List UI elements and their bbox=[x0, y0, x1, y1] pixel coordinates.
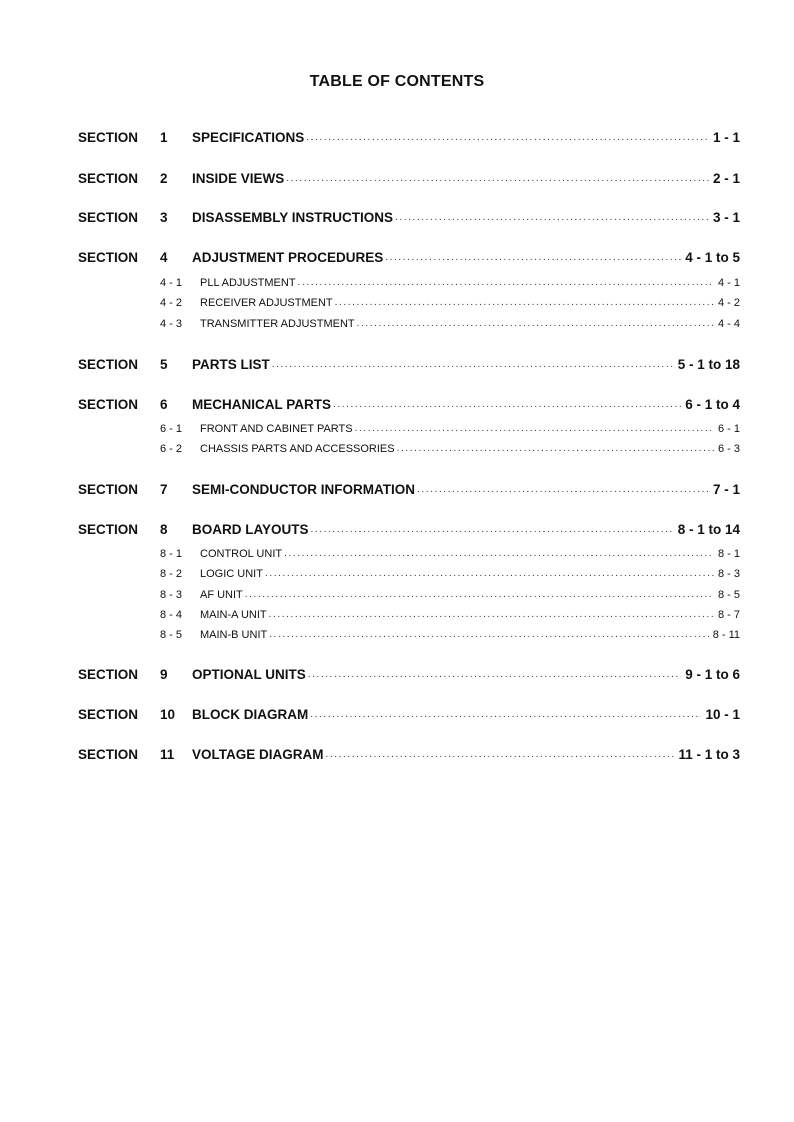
section-number: 3 bbox=[160, 210, 168, 225]
dot-leader bbox=[385, 249, 681, 267]
section-number: 4 bbox=[160, 250, 168, 265]
section-page: 5 - 1 to 18 bbox=[677, 357, 740, 372]
page-title: TABLE OF CONTENTS bbox=[309, 73, 485, 90]
toc-subsection-4-1[interactable] bbox=[160, 275, 740, 291]
section-page: 2 - 1 bbox=[712, 171, 740, 186]
dot-leader bbox=[357, 316, 714, 332]
section-title: BOARD LAYOUTS bbox=[192, 522, 309, 537]
section-page: 7 - 1 bbox=[712, 482, 740, 497]
subsection-page: 6 - 3 bbox=[717, 443, 740, 455]
subsection-page: 8 - 5 bbox=[717, 589, 740, 601]
subsection-title: MAIN-A UNIT bbox=[200, 609, 267, 621]
subsection-title: MAIN-B UNIT bbox=[200, 629, 268, 641]
section-page: 10 - 1 bbox=[705, 707, 740, 722]
toc-section-9[interactable] bbox=[78, 666, 740, 684]
dot-leader bbox=[284, 546, 714, 562]
section-title: OPTIONAL UNITS bbox=[192, 667, 306, 682]
section-number: 2 bbox=[160, 171, 168, 186]
subsection-number: 6 - 1 bbox=[160, 423, 183, 435]
dot-leader bbox=[397, 441, 714, 457]
toc-subsection-8-1[interactable] bbox=[160, 546, 740, 562]
section-title: VOLTAGE DIAGRAM bbox=[192, 747, 324, 762]
toc-section-6[interactable] bbox=[78, 396, 740, 414]
subsection-number: 4 - 1 bbox=[160, 277, 183, 289]
subsection-number: 6 - 2 bbox=[160, 443, 183, 455]
toc-subsection-4-2[interactable] bbox=[160, 295, 740, 311]
dot-leader bbox=[311, 521, 674, 539]
section-number: 7 bbox=[160, 482, 168, 497]
section-title: SEMI-CONDUCTOR INFORMATION bbox=[192, 482, 415, 497]
section-title: BLOCK DIAGRAM bbox=[192, 707, 309, 722]
dot-leader bbox=[286, 170, 709, 188]
toc-section-2[interactable] bbox=[78, 170, 740, 188]
section-word: SECTION bbox=[78, 250, 139, 265]
section-page: 8 - 1 to 14 bbox=[677, 522, 740, 537]
section-number: 5 bbox=[160, 357, 168, 372]
subsection-number: 8 - 3 bbox=[160, 589, 183, 601]
toc-subsection-8-4[interactable] bbox=[160, 607, 740, 623]
subsection-number: 4 - 3 bbox=[160, 318, 183, 330]
section-title: ADJUSTMENT PROCEDURES bbox=[192, 250, 384, 265]
section-number: 11 bbox=[160, 747, 175, 762]
toc-section-4[interactable] bbox=[78, 249, 740, 267]
subsection-page: 4 - 2 bbox=[717, 297, 740, 309]
subsection-page: 4 - 1 bbox=[717, 277, 740, 289]
section-title: INSIDE VIEWS bbox=[192, 171, 285, 186]
toc-section-7[interactable] bbox=[78, 481, 740, 499]
toc-subsection-8-2[interactable] bbox=[160, 566, 740, 582]
dot-leader bbox=[310, 706, 701, 724]
dot-leader bbox=[245, 587, 714, 603]
section-number: 9 bbox=[160, 667, 168, 682]
subsection-title: FRONT AND CABINET PARTS bbox=[200, 423, 353, 435]
section-number: 1 bbox=[160, 130, 168, 145]
dot-leader bbox=[298, 275, 714, 291]
subsection-title: CONTROL UNIT bbox=[200, 548, 283, 560]
dot-leader bbox=[269, 607, 714, 623]
section-word: SECTION bbox=[78, 210, 139, 225]
subsection-page: 8 - 11 bbox=[712, 629, 740, 641]
dot-leader bbox=[335, 295, 714, 311]
section-number: 10 bbox=[160, 707, 176, 722]
section-page: 11 - 1 to 3 bbox=[678, 747, 740, 762]
section-word: SECTION bbox=[78, 397, 139, 412]
toc-section-8[interactable] bbox=[78, 521, 740, 539]
subsection-title: RECEIVER ADJUSTMENT bbox=[200, 297, 333, 309]
subsection-page: 6 - 1 bbox=[717, 423, 740, 435]
section-word: SECTION bbox=[78, 130, 139, 145]
subsection-title: TRANSMITTER ADJUSTMENT bbox=[200, 318, 355, 330]
dot-leader bbox=[269, 627, 708, 643]
section-word: SECTION bbox=[78, 667, 139, 682]
section-page: 1 - 1 bbox=[712, 130, 740, 145]
section-page: 6 - 1 to 4 bbox=[685, 397, 740, 412]
toc-section-5[interactable] bbox=[78, 356, 740, 374]
toc-subsection-8-5[interactable] bbox=[160, 627, 740, 643]
section-title: DISASSEMBLY INSTRUCTIONS bbox=[192, 210, 394, 225]
toc-section-3[interactable] bbox=[78, 209, 740, 227]
subsection-title: PLL ADJUSTMENT bbox=[200, 277, 296, 289]
subsection-number: 8 - 4 bbox=[160, 609, 183, 621]
subsection-number: 8 - 2 bbox=[160, 568, 183, 580]
section-page: 4 - 1 to 5 bbox=[685, 250, 740, 265]
dot-leader bbox=[265, 566, 714, 582]
section-word: SECTION bbox=[78, 171, 139, 186]
subsection-number: 4 - 2 bbox=[160, 297, 183, 309]
subsection-page: 8 - 1 bbox=[717, 548, 740, 560]
toc-section-11[interactable] bbox=[78, 746, 740, 764]
dot-leader bbox=[326, 746, 675, 764]
section-title: PARTS LIST bbox=[192, 357, 270, 372]
dot-leader bbox=[306, 129, 709, 147]
toc-subsection-8-3[interactable] bbox=[160, 587, 740, 603]
section-word: SECTION bbox=[78, 747, 139, 762]
dot-leader bbox=[417, 481, 709, 499]
section-number: 6 bbox=[160, 397, 168, 412]
dot-leader bbox=[272, 356, 674, 374]
section-page: 9 - 1 to 6 bbox=[685, 667, 740, 682]
section-title: SPECIFICATIONS bbox=[192, 130, 305, 145]
toc-subsection-4-3[interactable] bbox=[160, 316, 740, 332]
subsection-title: AF UNIT bbox=[200, 589, 243, 601]
dot-leader bbox=[333, 396, 681, 414]
dot-leader bbox=[308, 666, 681, 684]
subsection-title: LOGIC UNIT bbox=[200, 568, 263, 580]
section-word: SECTION bbox=[78, 707, 139, 722]
section-word: SECTION bbox=[78, 522, 139, 537]
section-word: SECTION bbox=[78, 357, 139, 372]
section-page: 3 - 1 bbox=[712, 210, 740, 225]
dot-leader bbox=[395, 209, 709, 227]
dot-leader bbox=[355, 421, 714, 437]
subsection-page: 8 - 7 bbox=[717, 609, 740, 621]
toc-subsection-6-2[interactable] bbox=[160, 441, 740, 457]
subsection-title: CHASSIS PARTS AND ACCESSORIES bbox=[200, 443, 395, 455]
section-word: SECTION bbox=[78, 482, 139, 497]
subsection-number: 8 - 5 bbox=[160, 629, 183, 641]
toc-section-1[interactable] bbox=[78, 129, 740, 147]
subsection-page: 8 - 3 bbox=[717, 568, 740, 580]
toc-subsection-6-1[interactable] bbox=[160, 421, 740, 437]
subsection-page: 4 - 4 bbox=[717, 318, 740, 330]
section-number: 8 bbox=[160, 522, 168, 537]
section-title: MECHANICAL PARTS bbox=[192, 397, 332, 412]
toc-section-10[interactable] bbox=[78, 706, 740, 724]
subsection-number: 8 - 1 bbox=[160, 548, 183, 560]
